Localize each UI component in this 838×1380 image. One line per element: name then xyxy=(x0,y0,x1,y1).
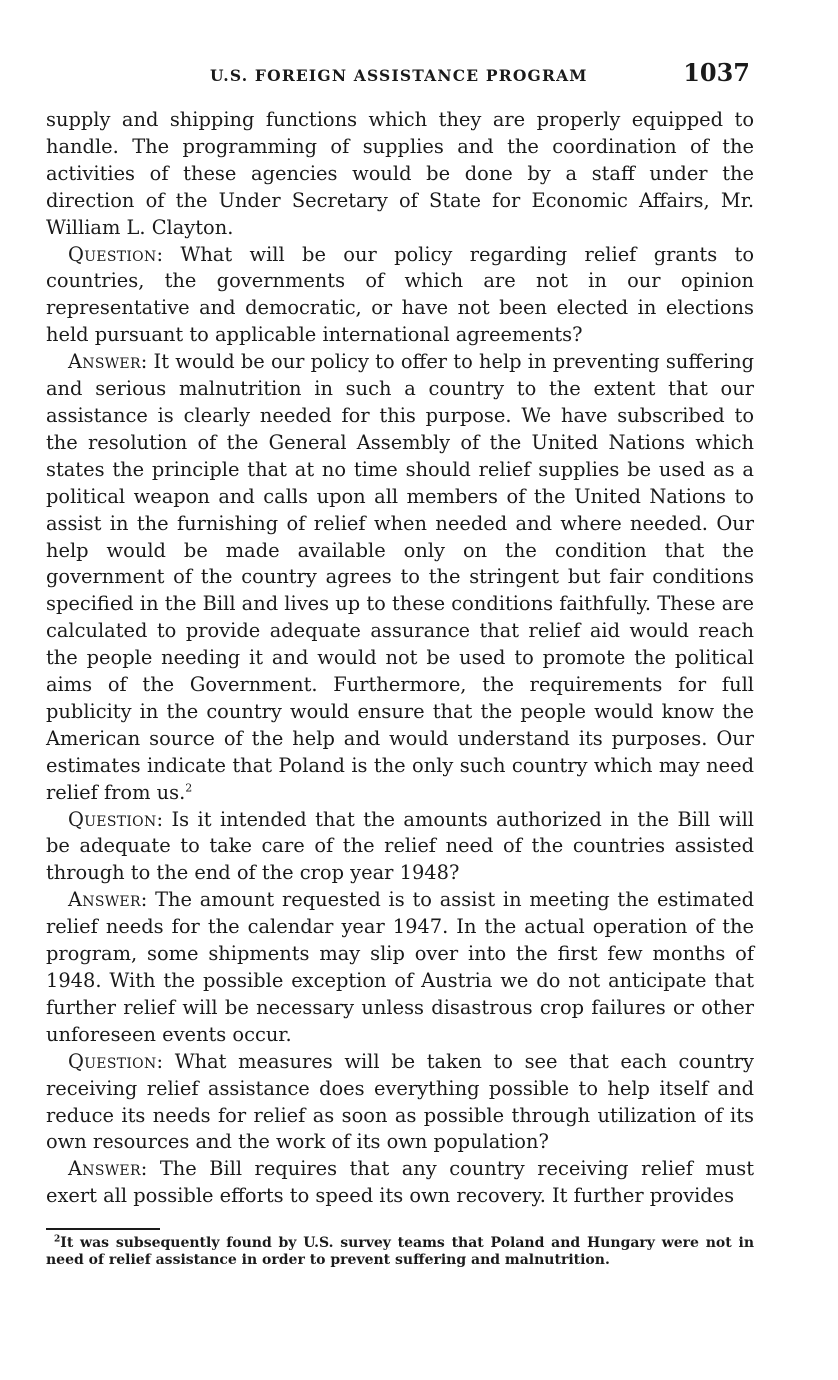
question-label: Question xyxy=(68,1049,157,1073)
footnote-text: It was subsequently found by U.S. survey teams that Poland and Hungary were not in need of relief assistance in order to prevent suffering and malnutrition. xyxy=(46,1235,754,1268)
question-paragraph xyxy=(46,242,754,350)
body-text xyxy=(46,107,754,1210)
paragraph-text: : The Bill requires that any country receiving relief must exert all possible efforts to speed its own recovery. It further provides xyxy=(46,1157,754,1208)
answer-paragraph xyxy=(46,349,754,806)
footnote-divider xyxy=(46,1228,160,1230)
answer-paragraph xyxy=(46,887,754,1048)
paragraph-text: : It would be our policy to offer to help in preventing suffering and serious malnutrition in such a country to the extent that our assistance is clearly needed for this purpose. We have subscribed to the resolution of the General Assembly of the United Nations which states the principle that at no time should relief supplies be used as a political weapon and calls upon all members of the United Nations to assist in the furnishing of relief when needed and where needed. Our help would be made available only on the condition that the government of the country agrees to the stringent but fair conditions specified in the Bill and lives up to these conditions faithfully. These are calculated to provide adequate assurance that relief aid would reach the people needing it and would not be used to promote the political aims of the Government. Furthermore, the requirements for full publicity in the country would ensure that the people would know the American source of the help and would understand its purposes. Our estimates indicate that Poland is the only such country which may need relief from us. xyxy=(46,350,754,804)
paragraph-text: supply and shipping functions which they are properly equipped to handle. The programming of supplies and the coordination of the activities of these agencies would be done by a staff under the direction of the Under Secretary of State for Economic Affairs, Mr. William L. Clayton. xyxy=(46,108,754,239)
paragraph-continuation xyxy=(46,107,754,242)
running-header xyxy=(46,58,754,98)
running-title: U.S. FOREIGN ASSISTANCE PROGRAM xyxy=(210,66,588,85)
page-number: 1037 xyxy=(683,58,750,87)
answer-label: Answer xyxy=(68,1157,141,1181)
question-label: Question xyxy=(68,807,157,831)
question-paragraph xyxy=(46,807,754,888)
answer-label: Answer xyxy=(68,888,141,912)
answer-label: Answer xyxy=(68,350,141,374)
footnote xyxy=(46,1235,754,1269)
paragraph-text: : What measures will be taken to see that each country receiving relief assistance does everything possible to help itself and reduce its needs for relief as soon as possible through utilization of its own resources and the work of its own population? xyxy=(46,1049,754,1154)
paragraph-text: : Is it intended that the amounts authorized in the Bill will be adequate to take care of the relief need of the countries assisted through to the end of the crop year 1948? xyxy=(46,807,754,885)
footnote-reference: 2 xyxy=(185,781,193,795)
footnote-mark: 2 xyxy=(54,1234,61,1245)
answer-paragraph xyxy=(46,1156,754,1210)
question-label: Question xyxy=(68,242,157,266)
paragraph-text: : The amount requested is to assist in meeting the estimated relief needs for the calendar year 1947. In the actual operation of the program, some shipments may slip over into the first few months of 1948. With the possible exception of Austria we do not anticipate that further relief will be necessary unless disastrous crop failures or other unforeseen events occur. xyxy=(46,888,754,1046)
paragraph-text: : What will be our policy regarding relief grants to countries, the governments of which are not in our opinion representative and democratic, or have not been elected in elections held pursuant to applicable international agreements? xyxy=(46,242,754,347)
question-paragraph xyxy=(46,1049,754,1157)
